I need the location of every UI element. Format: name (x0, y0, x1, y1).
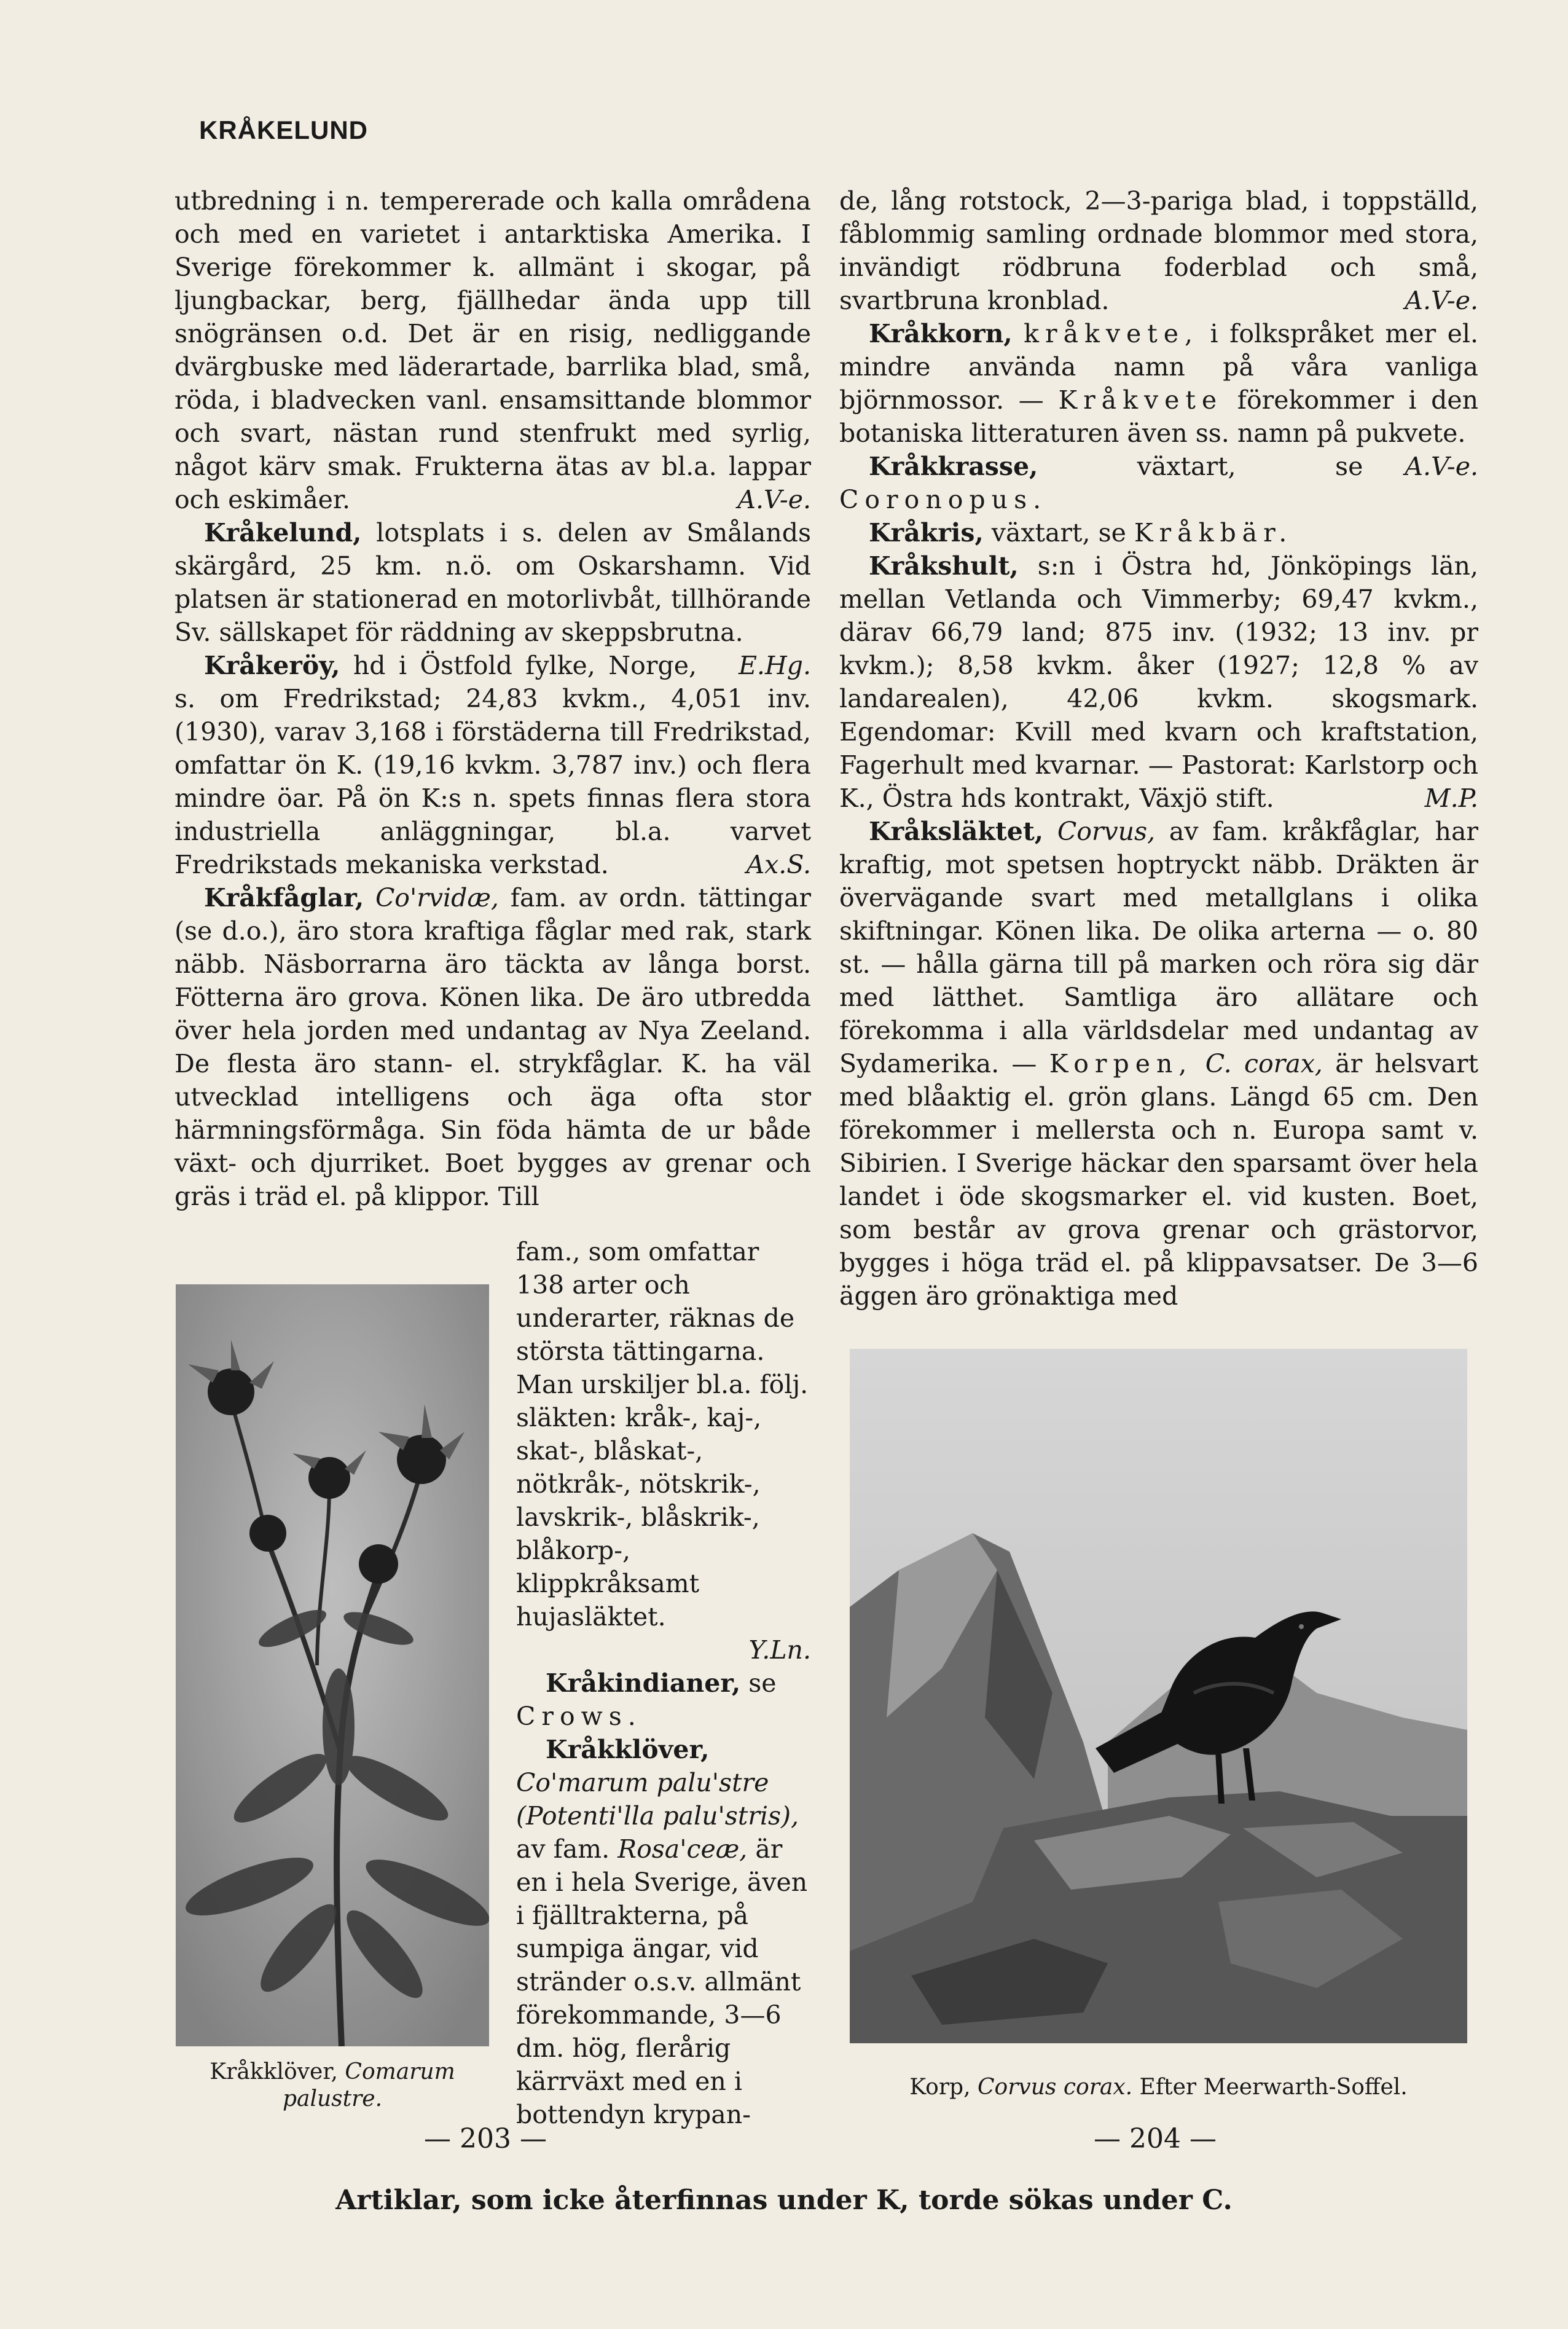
cross-reference: Crows. (516, 1702, 642, 1731)
author-signature: E.Hg. (739, 651, 811, 680)
article-text: växtart, se (983, 518, 1134, 548)
headword: Kråkris, (869, 518, 984, 548)
footer-note: Artiklar, som icke återfinnas under K, torde sökas under C. (335, 2185, 1233, 2216)
figure-caption-left (176, 2059, 489, 2113)
spaced-term: Kråkvete (1058, 385, 1223, 415)
article-continuation (516, 1235, 811, 1665)
article-continuation (839, 184, 1478, 317)
headword: Kråkelund, (204, 518, 362, 548)
cross-reference: Coronopus. (839, 485, 1048, 514)
headword: Kråkkrasse, (869, 452, 1038, 481)
article-text: av fam. kråkfåglar, har kraftig, mot spetsen hoptryckt näbb. Dräkten är övervägande svart med metallglans i olika skiftningar. Könen lika. De olika arterna — o. 80 st. — hålla gärna till på marken och röra sig där med lätthet. Samtliga äro allätare och förekomma i alla världsdelar med undantag av Sydamerika. — (839, 817, 1478, 1078)
latin-name: (Potenti'lla palu'stris), (516, 1801, 799, 1831)
column-left (174, 184, 811, 1213)
article-text: är helsvart med blåaktig el. grön glans. Längd 65 cm. Den förekommer i mellersta och n. Europa samt v. Sibirien. I Sverige häckar den sparsamt över hela landet i öde skogsmarker el. vid kusten. Boet, som består av grova grenar och grästorvor, bygges i höga träd el. på klippavsatser. De 3—6 äggen äro grönaktiga med (839, 1049, 1478, 1311)
article-text: fam. av ordn. tättingar (se d.o.), äro stora kraftiga fåglar med rak, stark näbb. Näsborrarna äro täckta av långa borst. Fötterna äro grova. Könen lika. De äro utbredda över hela jorden med undantag av Nya Zeeland. De flesta äro stann- el. strykfåglar. K. ha väl utvecklad intelligens och äga ofta stor härmningsförmåga. Sin föda hämta de ur både växt- och djurriket. Boet bygges av grenar och gräs i träd el. på klippor. Till (174, 883, 811, 1211)
latin-name: Co'marum palu'stre (516, 1768, 769, 1797)
article-kraksläktet (839, 815, 1478, 1313)
article-text: lotsplats i s. delen av Smålands skärgård, 25 km. n.ö. om Oskarshamn. Vid platsen är stationerad en motorlivbåt, tillhörande Sv. sällskapet för räddning av skeppsbrutna. (174, 518, 811, 647)
headword: Kråkshult, (869, 551, 1019, 581)
headword: Kråkfåglar, (204, 883, 364, 913)
article-text: de, lång rotstock, 2—3-pariga blad, i toppställd, fåblommig samling ordnade blommor med stora, invändigt rödbruna foderblad och små, svartbruna kronblad. (839, 186, 1478, 315)
caption-text: Kråkklöver, (210, 2059, 345, 2084)
spaced-term: kråkvete, (1024, 319, 1199, 348)
page-number-right: — 204 — (1094, 2123, 1217, 2154)
latin-name: Rosa'ceæ, (617, 1834, 748, 1864)
author-signature: A.V-e. (737, 485, 811, 514)
article-continuation (174, 184, 811, 516)
cross-reference: Kråkbär. (1134, 518, 1293, 548)
article-text: utbredning i n. tempererade och kalla områdena och med en varietet i antarktiska Amerika. I Sverige förekommer k. allmänt i skogar, på ljungbackar, berg, fjällhedar ända upp till snögränsen o.d. Det är en risig, nedliggande dvärgbuske med läderartade, barrlika blad, små, röda, i bladvecken vanl. ensamsittande blommor och svart, nästan rund stenfrukt med syrlig, något kärv smak. Frukterna ätas av bl.a. lappar och eskimåer. (174, 186, 811, 514)
article-krakeroy (174, 649, 811, 881)
article-krakfaglar (174, 881, 811, 1213)
article-text: av fam. (516, 1834, 618, 1864)
headword: Kråkkorn, (869, 319, 1013, 348)
author-signature: A.V-e. (1405, 452, 1478, 481)
running-head: KRÅKELUND (199, 116, 368, 144)
latin-name: Co'rvidæ, (375, 883, 499, 913)
column-right (839, 184, 1478, 1313)
figure-korp (850, 1349, 1467, 2043)
author-signature: A.V-e. (1405, 286, 1478, 315)
article-krakindianer (516, 1667, 811, 1733)
spaced-term: Korpen, (1049, 1049, 1193, 1078)
article-krakshult (839, 549, 1478, 815)
article-text: är en i hela Sverige, även i fjälltrakterna, på sumpiga ängar, vid stränder o.s.v. allmänt förekommande, 3—6 dm. hög, flerårig kärrväxt med en i bottendyn krypan- (516, 1834, 808, 2129)
column-narrow (516, 1235, 811, 2131)
headword: Kråkindianer, (546, 1668, 741, 1698)
article-text: hd i Östfold fylke, Norge, s. om Fredrikstad; 24,83 kvkm., 4,051 inv. (1930), varav 3,168 i förstäderna till Fredrikstad, omfattar ön K. (19,16 kvkm. 3,787 inv.) och flera mindre öar. På ön K:s n. spets finnas flera stora industriella anläggningar, bl.a. varvet Fredrikstads mekaniska verkstad. (174, 651, 811, 879)
figure-krakklover (176, 1284, 489, 2046)
article-text: växtart, se (1038, 452, 1363, 481)
caption-text: Efter Meerwarth-Soffel. (1132, 2075, 1408, 2100)
article-krakklover (516, 1733, 811, 2131)
latin-name: Corvus, (1057, 817, 1156, 846)
latin-name: C. corax, (1205, 1049, 1323, 1078)
caption-latin: Comarum (345, 2059, 455, 2084)
headword: Kråkeröy, (204, 651, 340, 680)
caption-latin: palustre. (282, 2086, 383, 2111)
article-text: fam., som omfattar 138 arter och underarter, räknas de största tättingarna. Man urskiljer bl.a. följ. släkten: kråk-, kaj-, skat-, blåskat-, nötkråk-, nötskrik-, lavskrik-, blåskrik-, blåkorp-, klippkråksamt hujasläktet. (516, 1237, 809, 1632)
figure-caption-right (850, 2074, 1467, 2101)
caption-text: Korp, (909, 2075, 978, 2100)
article-text: se (740, 1668, 777, 1698)
article-text: förekommer i den botaniska litteraturen även ss. namn på pukvete. (839, 385, 1479, 448)
author-signature: Ax.S. (746, 850, 811, 879)
page-number-left: — 203 — (424, 2123, 547, 2154)
caption-latin: Corvus corax. (977, 2075, 1133, 2100)
headword: Kråksläktet, (869, 817, 1044, 846)
plant-illustration (176, 1284, 489, 2046)
author-signature: M.P. (1424, 784, 1478, 813)
article-krakris (839, 516, 1478, 549)
author-signature: Y.Ln. (748, 1635, 811, 1665)
article-text: i folkspråket mer el. mindre använda namn på våra vanliga björnmossor. — (839, 319, 1478, 415)
article-text: s:n i Östra hd, Jönköpings län, mellan Vetlanda och Vimmerby; 69,47 kvkm., därav 66,79 land; 875 inv. (1932; 13 inv. pr kvkm.); 8,58 kvkm. åker (1927; 12,8 % av landarealen), 42,06 kvkm. skogsmark. Egendomar: Kvill med kvarn och kraftstation, Fagerhult med kvarnar. — Pastorat: Karlstorp och K., Östra hds kontrakt, Växjö stift. (839, 551, 1478, 813)
headword: Kråkklöver, (546, 1735, 710, 1764)
raven-photo (850, 1349, 1467, 2043)
